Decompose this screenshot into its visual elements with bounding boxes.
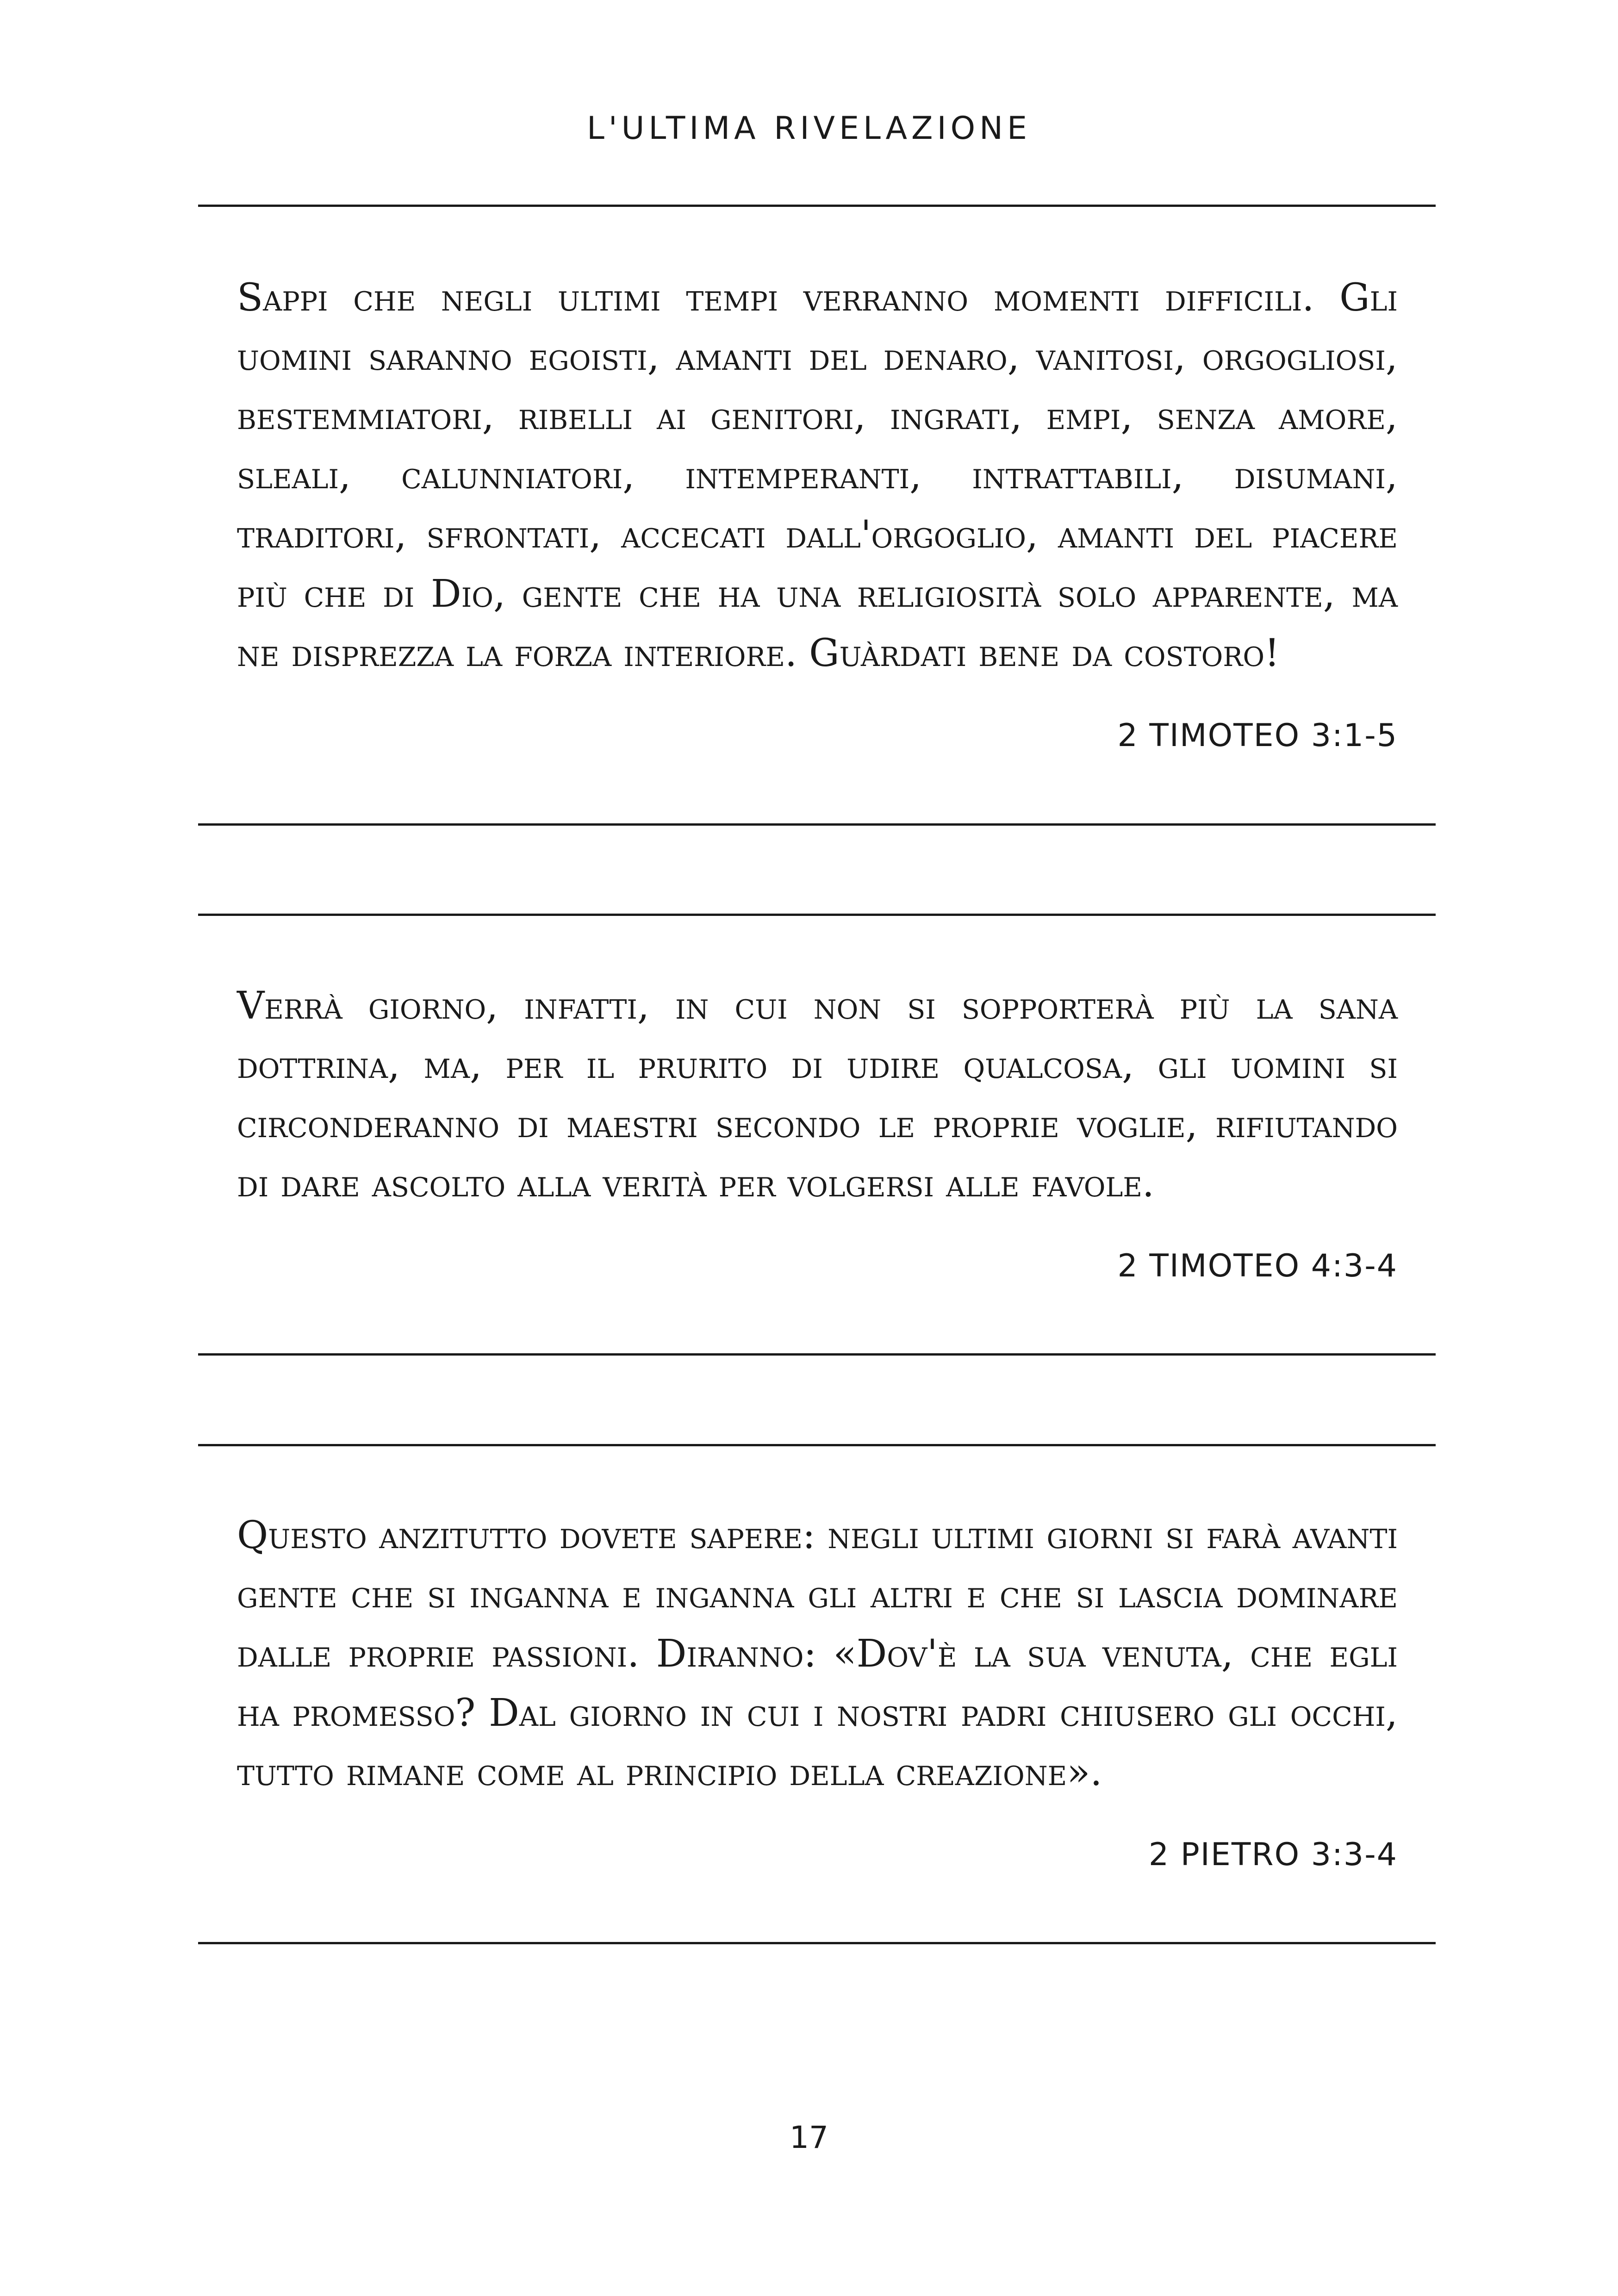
section-rule — [198, 1444, 1436, 1446]
page-number: 17 — [790, 2120, 828, 2155]
scripture-reference: 2 TIMOTEO 4:3-4 — [1117, 1248, 1398, 1284]
section-rule — [198, 205, 1436, 207]
scripture-reference: 2 TIMOTEO 3:1-5 — [1117, 717, 1398, 754]
scripture-passage: Sappi che negli ultimi tempi verranno momenti difficili. Gli uomini saranno egoisti, amanti del denaro, vanitosi, orgogliosi, bestemmiatori, ribelli ai genitori, ingrati, empi, senza amore, sleali, calunniatori, intemperanti, intrattabili, disumani, traditori, sfrontati, accecati dall'orgoglio, amanti del piacere più che di Dio, gente che ha una religiosità solo apparente, ma ne disprezza la forza interiore. Guàrdati bene da costoro! — [237, 276, 1398, 675]
section-rule — [198, 914, 1436, 916]
scripture-passage: Verrà giorno, infatti, in cui non si sopporterà più la sana dottrina, ma, per il prurito di udire qualcosa, gli uomini si circonderanno di maestri secondo le proprie voglie, rifiutando di dare ascolto alla verità per volgersi alle favole. — [237, 984, 1398, 1206]
scripture-passage: Questo anzitutto dovete sapere: negli ultimi giorni si farà avanti gente che si inganna e inganna gli altri e che si lascia dominare dalle proprie passioni. Diranno: «Dov'è la sua venuta, che egli ha promesso? Dal giorno in cui i nostri padri chiusero gli occhi, tutto rimane come al principio della creazione». — [237, 1513, 1398, 1794]
section-rule — [198, 823, 1436, 826]
section-rule — [198, 1353, 1436, 1356]
running-head-title: L'ULTIMA RIVELAZIONE — [586, 110, 1031, 147]
section-rule — [198, 1942, 1436, 1944]
scripture-reference: 2 PIETRO 3:3-4 — [1148, 1836, 1398, 1873]
